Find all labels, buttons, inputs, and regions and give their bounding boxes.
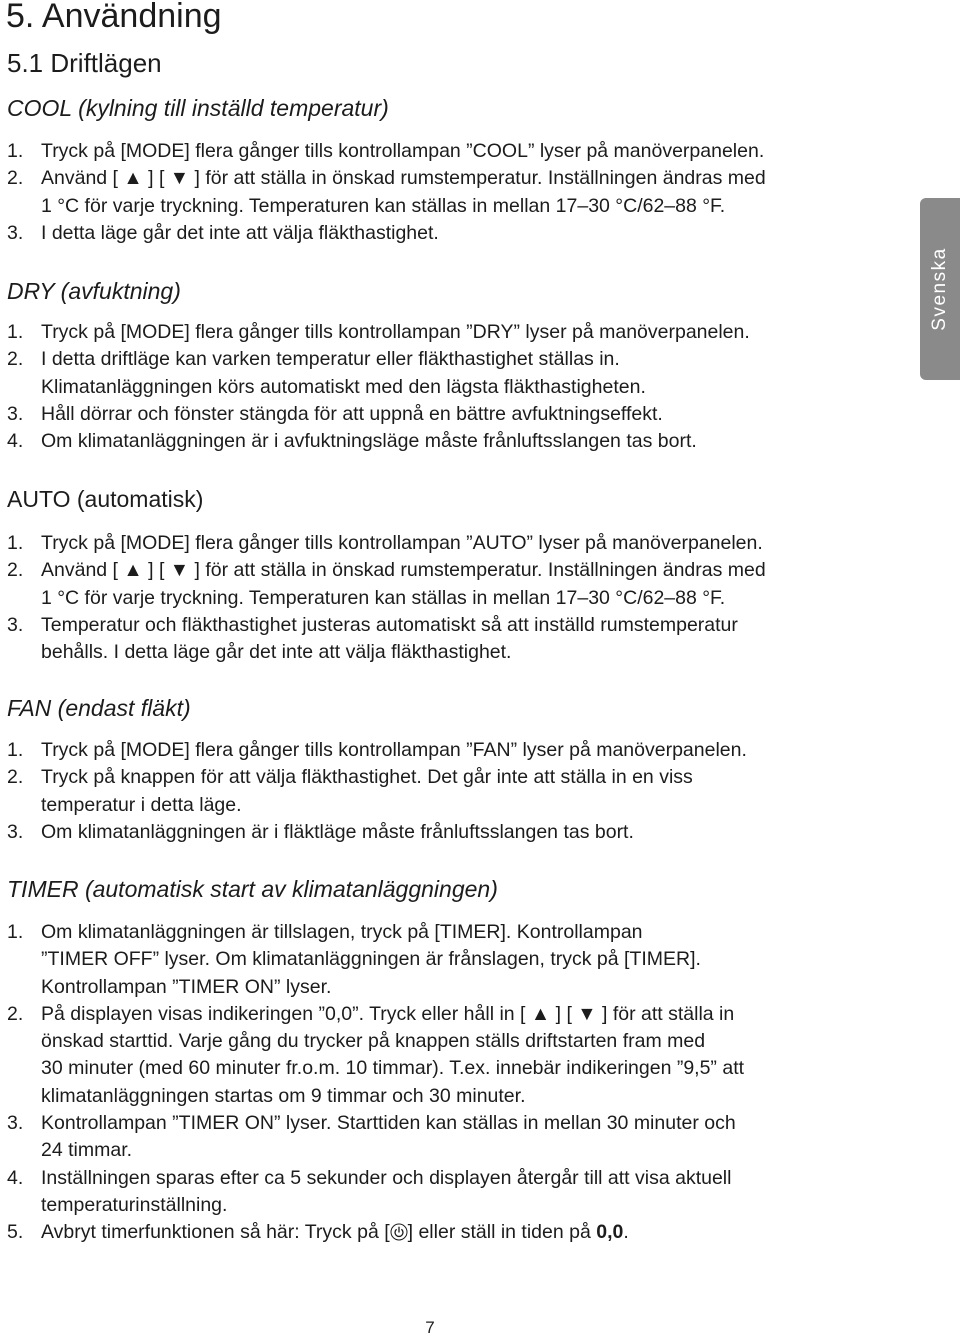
- item-number: 3.: [7, 402, 24, 425]
- list-dry: [7, 319, 887, 455]
- item-number: 1.: [7, 739, 24, 761]
- item-text: Om klimatanläggningen är tillslagen, tryck på [TIMER]. Kontrollampan ”TIMER OFF” lyser. Om klimatanläggningen är frånslagen, tryck på [TIMER]. Kontrollampan ”TIMER ON” lyser.: [41, 921, 701, 998]
- list-item: [7, 346, 887, 401]
- power-icon: [390, 1223, 408, 1241]
- item-text: Håll dörrar och fönster stängda för att uppnå en bättre avfuktningseffekt.: [41, 402, 663, 425]
- item-text: Tryck på [MODE] flera gånger tills kontrollampan ”FAN” lyser på manöverpanelen.: [41, 739, 747, 761]
- item-text-end: .: [623, 1221, 629, 1244]
- item-text: Använd [ ▲ ] [ ▼ ] för att ställa in önskad rumstemperatur. Inställningen ändras med 1 °C för varje tryckning. Temperaturen kan ställas in mellan 17–30 °C/62–88 °F.: [41, 167, 766, 217]
- list-item: [7, 737, 887, 764]
- item-number: 3.: [7, 820, 24, 843]
- item-number: 3.: [7, 613, 24, 636]
- list-auto: [7, 530, 887, 666]
- page-title: 5. Användning: [6, 0, 222, 35]
- item-text: Om klimatanläggningen är i fläktläge måste frånluftsslangen tas bort.: [41, 820, 634, 843]
- list-item: [7, 165, 887, 220]
- item-text: Om klimatanläggningen är i avfuktningsläge måste frånluftsslangen tas bort.: [41, 430, 697, 453]
- list-item: [7, 1165, 887, 1220]
- list-item: [7, 919, 887, 1001]
- item-text-after: ] eller ställ in tiden på: [407, 1221, 597, 1244]
- list-item: [7, 220, 887, 247]
- item-number: 1.: [7, 321, 24, 343]
- list-item: [7, 428, 887, 455]
- item-number: 2.: [7, 766, 24, 789]
- list-item: [7, 1219, 887, 1246]
- item-number: 2.: [7, 348, 24, 371]
- item-text: Inställningen sparas efter ca 5 sekunder och displayen återgår till att visa aktuell temperaturinställning.: [41, 1166, 732, 1216]
- item-number: 1.: [7, 921, 24, 943]
- item-number: 2.: [7, 167, 24, 190]
- item-number: 2.: [7, 559, 24, 582]
- language-tab: [920, 198, 960, 380]
- list-cool: [7, 138, 887, 247]
- language-tab-label: Svenska: [929, 247, 950, 331]
- heading-dry: DRY (avfuktning): [7, 278, 181, 304]
- item-number: 4.: [7, 430, 24, 453]
- list-timer: [7, 919, 887, 1247]
- item-text: Tryck på [MODE] flera gånger tills kontrollampan ”COOL” lyser på manöverpanelen.: [41, 140, 765, 162]
- list-fan: [7, 737, 887, 846]
- list-item: [7, 764, 887, 819]
- item-number: 1.: [7, 532, 24, 554]
- list-item: [7, 1110, 887, 1165]
- item-text: Använd [ ▲ ] [ ▼ ] för att ställa in önskad rumstemperatur. Inställningen ändras med 1 °C för varje tryckning. Temperaturen kan ställas in mellan 17–30 °C/62–88 °F.: [41, 559, 766, 609]
- heading-cool: COOL (kylning till inställd temperatur): [7, 95, 389, 121]
- list-item: [7, 612, 887, 667]
- item-text: I detta driftläge kan varken temperatur eller fläkthastighet ställas in. Klimatanläggningen körs automatiskt med den lägsta fläkthastigheten.: [41, 348, 646, 398]
- item-number: 3.: [7, 1112, 24, 1135]
- list-item: [7, 557, 887, 612]
- section-title: 5.1 Driftlägen: [7, 48, 162, 78]
- heading-auto: AUTO (automatisk): [7, 486, 204, 512]
- heading-fan: FAN (endast fläkt): [7, 695, 191, 721]
- list-item: [7, 138, 887, 165]
- item-number: 4.: [7, 1166, 24, 1189]
- item-number: 2.: [7, 1002, 24, 1025]
- page-number: 7: [425, 1318, 435, 1337]
- item-text: Tryck på knappen för att välja fläkthastighet. Det går inte att ställa in en viss temperatur i detta läge.: [41, 766, 693, 816]
- item-text: På displayen visas indikeringen ”0,0”. Tryck eller håll in [ ▲ ] [ ▼ ] för att ställa in önskad starttid. Varje gång du trycker på knappen ställs driftstarten fram med 30 minuter (med 60 minuter fr.o.m. 10 timmar). T.ex. innebär indikeringen ”9,5” att klimatanläggningen startas om 9 timmar och 30 minuter.: [41, 1002, 745, 1107]
- list-item: [7, 819, 887, 846]
- item-text: Temperatur och fläkthastighet justeras automatiskt så att inställd rumstemperatur behålls. I detta läge går det inte att välja fläkthastighet.: [41, 613, 738, 664]
- heading-timer: TIMER (automatisk start av klimatanläggningen): [7, 876, 498, 902]
- list-item: [7, 319, 887, 346]
- item-text-bold: 0,0: [596, 1221, 624, 1244]
- item-text: Tryck på [MODE] flera gånger tills kontrollampan ”AUTO” lyser på manöverpanelen.: [41, 532, 763, 554]
- item-text: Tryck på [MODE] flera gånger tills kontrollampan ”DRY” lyser på manöverpanelen.: [41, 321, 750, 343]
- list-item: [7, 401, 887, 428]
- item-number: 5.: [7, 1221, 24, 1244]
- item-number: 1.: [7, 140, 24, 162]
- item-text: Kontrollampan ”TIMER ON” lyser. Starttiden kan ställas in mellan 30 minuter och 24 timmar.: [41, 1112, 736, 1162]
- item-text: I detta läge går det inte att välja fläkthastighet.: [41, 221, 439, 244]
- item-text-before: Avbryt timerfunktionen så här: Tryck på [: [41, 1221, 390, 1244]
- list-item: [7, 530, 887, 557]
- item-number: 3.: [7, 221, 24, 244]
- list-item: [7, 1001, 887, 1110]
